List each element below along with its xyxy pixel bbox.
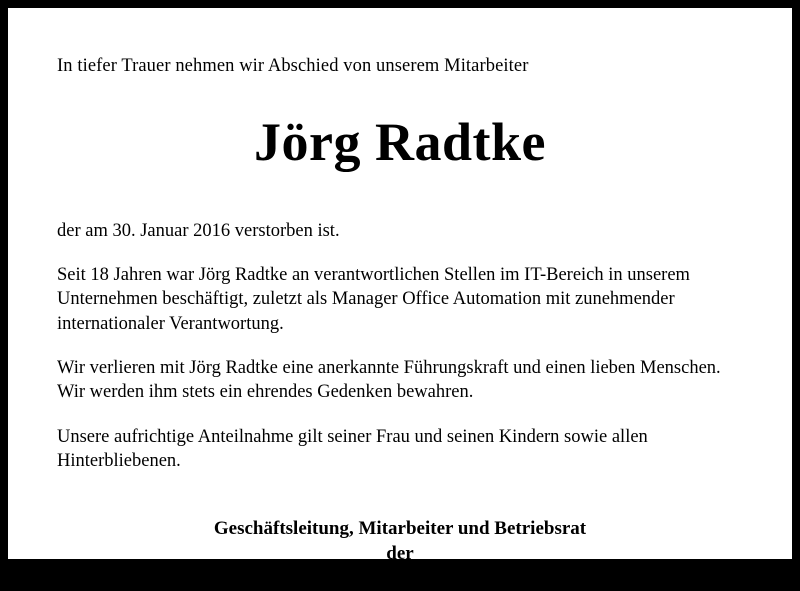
body-paragraph-tribute: Wir verlieren mit Jörg Radtke eine anerkannte Führungskraft und einen lieben Menschen. Wir werden ihm stets ein ehrendes Gedenken bewahren. xyxy=(57,358,721,403)
signature-line-authors: Geschäftsleitung, Mitarbeiter und Betriebsrat xyxy=(213,517,587,539)
intro-line: In tiefer Trauer nehmen wir Abschied von unserem Mitarbeiter xyxy=(57,56,529,76)
signature-line-company: ADP Employer Services GmbH xyxy=(272,567,528,589)
body-paragraph-condolence: Unsere aufrichtige Anteilnahme gilt seiner Frau und seinen Kindern sowie allen Hinterbliebenen. xyxy=(57,426,648,472)
deceased-name: Jörg Radtke xyxy=(254,112,546,173)
death-date-line: der am 30. Januar 2016 verstorben ist. xyxy=(57,220,340,241)
signature-block xyxy=(54,516,746,591)
body-paragraph-career: Seit 18 Jahren war Jörg Radtke an verantwortlichen Stellen im IT-Bereich in unserem Unternehmen beschäftigt, zuletzt als Manager Office Automation mit zunehmender internationaler Verantwortung. xyxy=(57,264,690,334)
signature-line-connector: der xyxy=(386,542,414,564)
obituary-card xyxy=(8,8,792,589)
